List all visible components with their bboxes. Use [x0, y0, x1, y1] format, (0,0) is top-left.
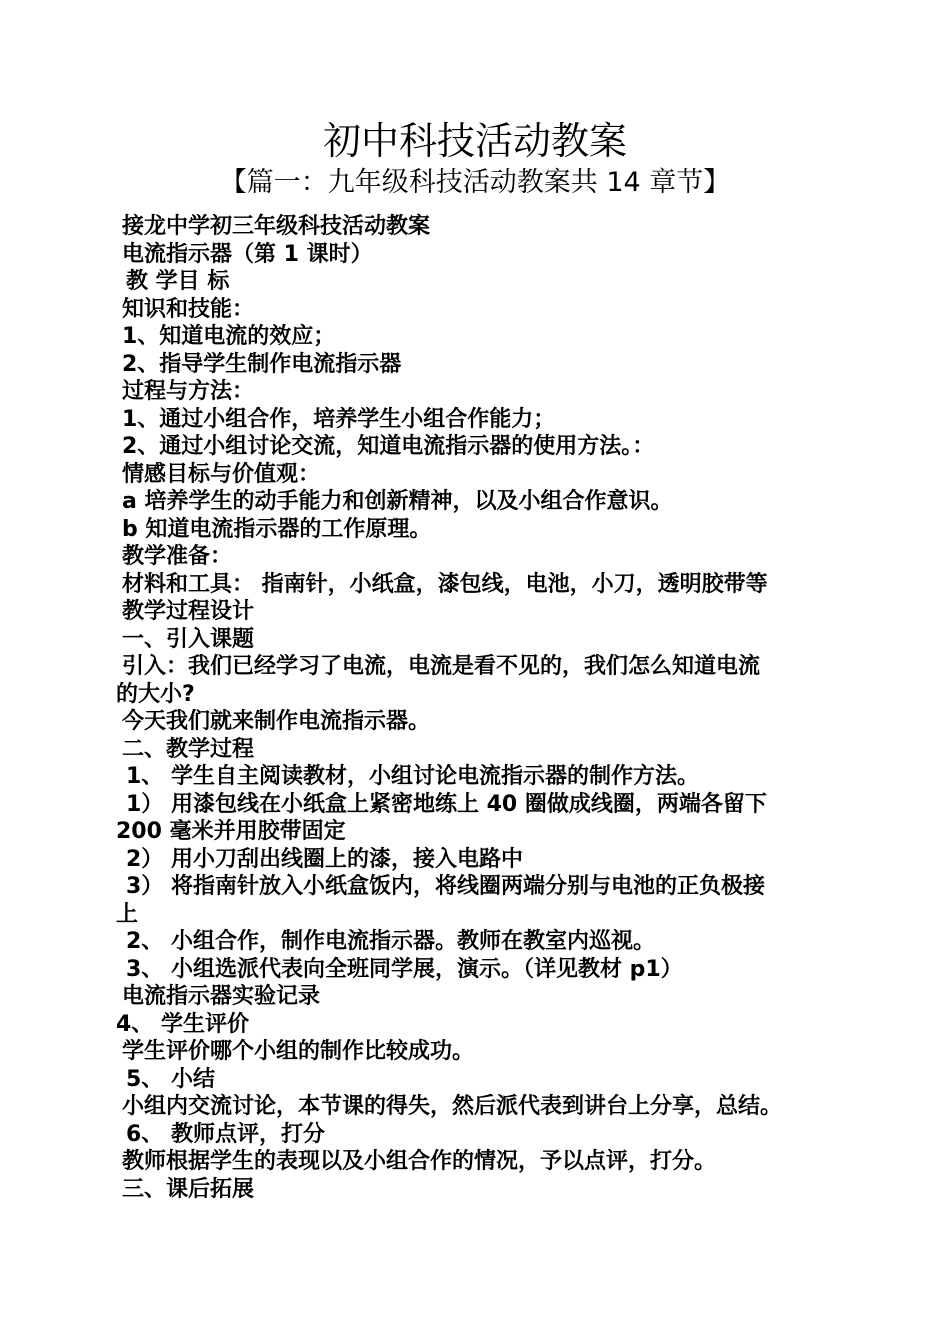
knowledge-item-2: 2、指导学生制作电流指示器: [122, 351, 402, 377]
document-body: [116, 213, 836, 1203]
document-subtitle: 【篇一：九年级科技活动教案共 14 章节】: [219, 167, 731, 198]
section-3-heading: 三、课后拓展: [122, 1176, 255, 1202]
step-1: 1、 学生自主阅读教材，小组讨论电流指示器的制作方法。: [126, 764, 699, 789]
substep-1-cont: 200 毫米并用胶带固定: [116, 819, 346, 844]
process-heading: 过程与方法：: [122, 379, 255, 404]
substep-3: 3） 将指南针放入小纸盒饭内，将线圈两端分别与电池的正负极接: [126, 874, 765, 899]
knowledge-heading: 知识和技能：: [122, 296, 255, 322]
preparation-heading: 教学准备：: [122, 544, 233, 569]
step-6-detail: 教师根据学生的表现以及小组合作的情况，予以点评，打分。: [122, 1149, 717, 1174]
step-4: 4、 学生评价: [116, 1011, 249, 1037]
section-2-heading: 二、教学过程: [122, 736, 255, 762]
lesson-title: 电流指示器（第 1 课时）: [122, 241, 373, 267]
step-3: 3、 小组选派代表向全班同学展，演示。（详见教材 p1）: [126, 956, 683, 982]
emotion-item-b: b 知道电流指示器的工作原理。: [122, 516, 432, 542]
substep-2: 2） 用小刀刮出线圈上的漆，接入电路中: [126, 846, 523, 872]
step-2: 2、 小组合作，制作电流指示器。教师在教室内巡视。: [126, 929, 655, 954]
objectives-heading: 教 学目 标: [126, 269, 230, 294]
step-4-detail: 学生评价哪个小组的制作比较成功。: [122, 1039, 475, 1064]
section-1-heading: 一、引入课题: [122, 626, 255, 652]
materials-line: 材料和工具： 指南针，小纸盒，漆包线，电池，小刀，透明胶带等: [122, 571, 768, 597]
process-item-2: 2、通过小组讨论交流，知道电流指示器的使用方法。：: [122, 434, 655, 459]
step-5: 5、 小结: [126, 1066, 215, 1092]
document-title: 初中科技活动教案: [322, 119, 627, 163]
school-heading: 接龙中学初三年级科技活动教案: [122, 214, 431, 239]
substep-3-cont: 上: [116, 901, 139, 927]
step-5-detail: 小组内交流讨论，本节课的得失，然后派代表到讲台上分享，总结。: [122, 1094, 783, 1119]
emotion-heading: 情感目标与价值观：: [122, 461, 321, 487]
substep-1: 1） 用漆包线在小纸盒上紧密地练上 40 圈做成线圈，两端各留下: [126, 791, 767, 817]
design-heading: 教学过程设计: [122, 599, 255, 624]
process-item-1: 1、通过小组合作，培养学生小组合作能力；: [122, 406, 556, 432]
emotion-item-a: a 培养学生的动手能力和创新精神，以及小组合作意识。: [122, 489, 673, 514]
intro-paragraph-cont: 的大小?: [116, 681, 195, 707]
experiment-record: 电流指示器实验记录: [122, 984, 321, 1009]
step-6: 6、 教师点评，打分: [126, 1121, 325, 1147]
intro-paragraph: 引入：我们已经学习了电流，电流是看不见的，我们怎么知道电流: [122, 654, 761, 679]
knowledge-item-1: 1、知道电流的效应；: [122, 324, 336, 349]
intro-today: 今天我们就来制作电流指示器。: [122, 709, 431, 734]
